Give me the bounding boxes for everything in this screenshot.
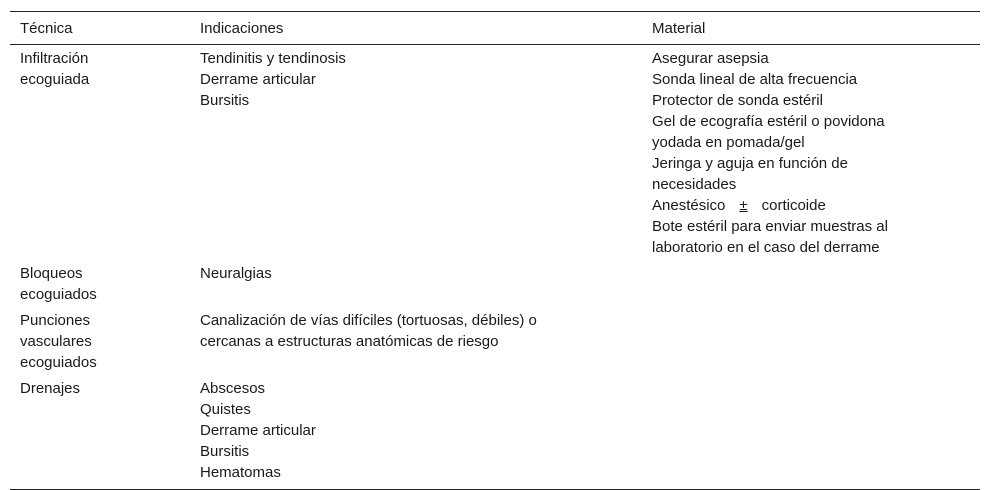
materials-cell — [642, 260, 980, 307]
table-row — [10, 307, 980, 375]
indications-cell — [190, 45, 642, 261]
indication-item: Bursitis — [200, 443, 250, 460]
table-header — [10, 12, 980, 45]
material-item: Bote estéril para enviar muestras al laboratorio en el caso del derrame — [652, 218, 888, 256]
header-indicaciones: Indicaciones — [200, 19, 284, 37]
indication-item: Bursitis — [200, 92, 250, 109]
materials-cell — [642, 45, 980, 261]
material-item: Asegurar asepsia — [652, 50, 769, 67]
technique-label: Bloqueos ecoguiados — [20, 265, 97, 303]
material-item: Jeringa y aguja en función de necesidades — [652, 155, 848, 193]
technique-label: Infiltración ecoguiada — [20, 50, 90, 88]
table-body — [10, 45, 980, 490]
indications-table-container — [10, 11, 980, 490]
indication-item: Hematomas — [200, 464, 281, 481]
techniques-table — [10, 11, 980, 490]
header-tecnica: Técnica — [20, 19, 73, 37]
material-item-anesthetic — [652, 195, 920, 216]
technique-label: Drenajes — [20, 380, 81, 397]
header-material: Material — [652, 19, 706, 37]
anesthetic-label: Anestésico — [652, 197, 726, 214]
indication-item: Derrame articular — [200, 422, 316, 439]
materials-cell — [642, 375, 980, 490]
indications-cell — [190, 375, 642, 490]
indication-item: Abscesos — [200, 380, 266, 397]
indication-item: Tendinitis y tendinosis — [200, 50, 346, 67]
table-row — [10, 260, 980, 307]
material-item: Protector de sonda estéril — [652, 92, 823, 109]
indication-item: Canalización de vías difíciles (tortuosas, débiles) o cercanas a estructuras anatómicas de riesgo — [200, 312, 537, 350]
plus-minus-symbol: ± — [739, 197, 748, 214]
technique-cell — [10, 260, 190, 307]
materials-cell — [642, 307, 980, 375]
table-row — [10, 375, 980, 490]
indication-item: Neuralgias — [200, 265, 272, 282]
corticoid-label: corticoide — [761, 197, 826, 214]
indication-item: Derrame articular — [200, 71, 316, 88]
table-row — [10, 45, 980, 261]
technique-cell — [10, 45, 190, 261]
technique-cell — [10, 307, 190, 375]
header-row — [10, 12, 980, 45]
technique-label: Punciones vasculares ecoguiados — [20, 312, 97, 371]
indications-cell — [190, 260, 642, 307]
material-item: Gel de ecografía estéril o povidona yodada en pomada/gel — [652, 113, 885, 151]
material-item: Sonda lineal de alta frecuencia — [652, 71, 858, 88]
indication-item: Quistes — [200, 401, 251, 418]
indications-cell — [190, 307, 642, 375]
technique-cell — [10, 375, 190, 490]
